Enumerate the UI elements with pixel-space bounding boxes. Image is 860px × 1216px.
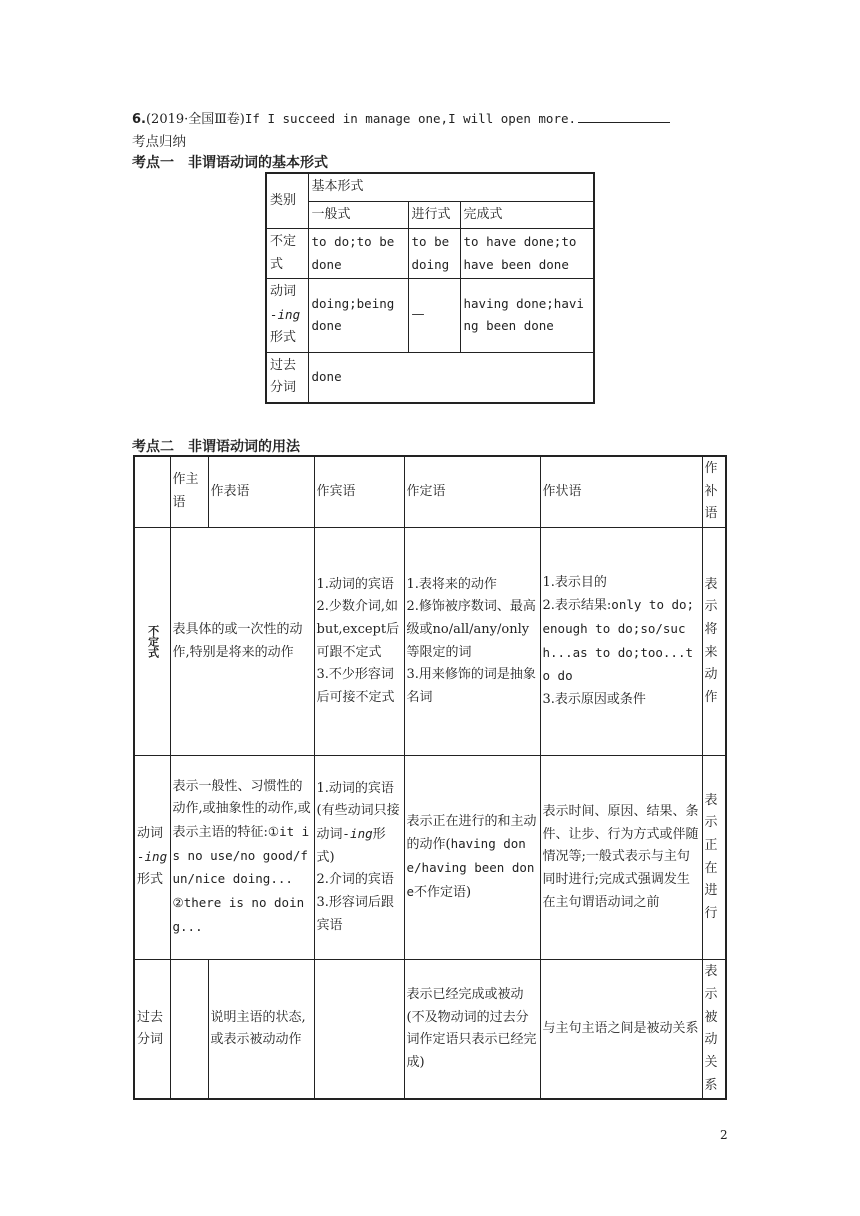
infinitive-subject-predicative: 表具体的或一次性的动作,特别是将来的动作	[170, 528, 314, 756]
answer-blank[interactable]	[578, 110, 670, 123]
gerund-complement: 表示正在进行	[702, 756, 726, 960]
header-empty	[134, 456, 170, 528]
row-ing-perfect: having done;having been done	[460, 279, 594, 353]
participle-subject	[170, 960, 208, 1100]
header-progressive: 进行式	[408, 201, 460, 229]
header-subject: 作主语	[170, 456, 208, 528]
header-adverbial: 作状语	[540, 456, 702, 528]
infinitive-adverbial: 1.表示目的 2.表示结果:only to do;enough to do;so/such...as to do;too...to do 3.表示原因或条件	[540, 528, 702, 756]
page-number: 2	[720, 1128, 728, 1142]
gerund-label: 动词 -ing 形式	[134, 756, 170, 960]
section2-title: 考点二 非谓语动词的用法	[132, 439, 300, 455]
participle-label: 过去分词	[134, 960, 170, 1100]
gerund-attribute: 表示正在进行的和主动的动作(having done/having been done不作定语)	[404, 756, 540, 960]
row-ing-simple: doing;being done	[308, 279, 408, 353]
section1-title: 考点一 非谓语动词的基本形式	[132, 155, 328, 171]
row-participle-name: 过去分词	[266, 352, 308, 403]
participle-adverbial: 与主句主语之间是被动关系	[540, 960, 702, 1100]
row-infinitive-simple: to do;to be done	[308, 229, 408, 279]
header-object: 作宾语	[314, 456, 404, 528]
row-participle-simple: done	[308, 352, 594, 403]
header-basic-forms: 基本形式	[308, 173, 594, 201]
header-attribute: 作定语	[404, 456, 540, 528]
row-infinitive-name: 不定式	[266, 229, 308, 279]
participle-object	[314, 960, 404, 1100]
row-ing-progressive: —	[408, 279, 460, 353]
header-category: 类别	[266, 173, 308, 229]
question-6	[132, 108, 670, 127]
question-text: If I succeed in manage one,I will open more.	[244, 111, 577, 126]
gerund-subject-predicative: 表示一般性、习惯性的动作,或抽象性的动作,或表示主语的特征:①it is no use/no good/fun/nice doing... ②there is no doing...	[170, 756, 314, 960]
header-perfect: 完成式	[460, 201, 594, 229]
participle-predicative: 说明主语的状态,或表示被动动作	[208, 960, 314, 1100]
row-infinitive-progressive: to be doing	[408, 229, 460, 279]
row-ing-name: 动词 -ing 形式	[266, 279, 308, 353]
infinitive-object: 1.动词的宾语 2.少数介词,如but,except后可跟不定式 3.不少形容词后可接不定式	[314, 528, 404, 756]
summary-heading: 考点归纳	[132, 134, 186, 150]
gerund-object: 1.动词的宾语(有些动词只接动词-ing形式) 2.介词的宾语 3.形容词后跟宾语	[314, 756, 404, 960]
gerund-adverbial: 表示时间、原因、结果、条件、让步、行为方式或伴随情况等;一般式表示与主句同时进行;完成式强调发生在主句谓语动词之前	[540, 756, 702, 960]
row-infinitive-perfect: to have done;to have been done	[460, 229, 594, 279]
basic-forms-table	[265, 172, 595, 404]
participle-attribute: 表示已经完成或被动(不及物动词的过去分词作定语只表示已经完成)	[404, 960, 540, 1100]
infinitive-attribute: 1.表将来的动作 2.修饰被序数词、最高级或no/all/any/only等限定的词 3.用来修饰的词是抽象名词	[404, 528, 540, 756]
infinitive-label: 不定式	[134, 528, 170, 756]
question-number: 6.	[132, 112, 146, 127]
header-predicative: 作表语	[208, 456, 314, 528]
infinitive-complement: 表示将来动作	[702, 528, 726, 756]
question-source: (2019·全国Ⅲ卷)	[145, 112, 245, 127]
usage-table	[133, 455, 727, 1100]
participle-complement: 表示被动关系	[702, 960, 726, 1100]
header-simple: 一般式	[308, 201, 408, 229]
header-complement: 作补语	[702, 456, 726, 528]
